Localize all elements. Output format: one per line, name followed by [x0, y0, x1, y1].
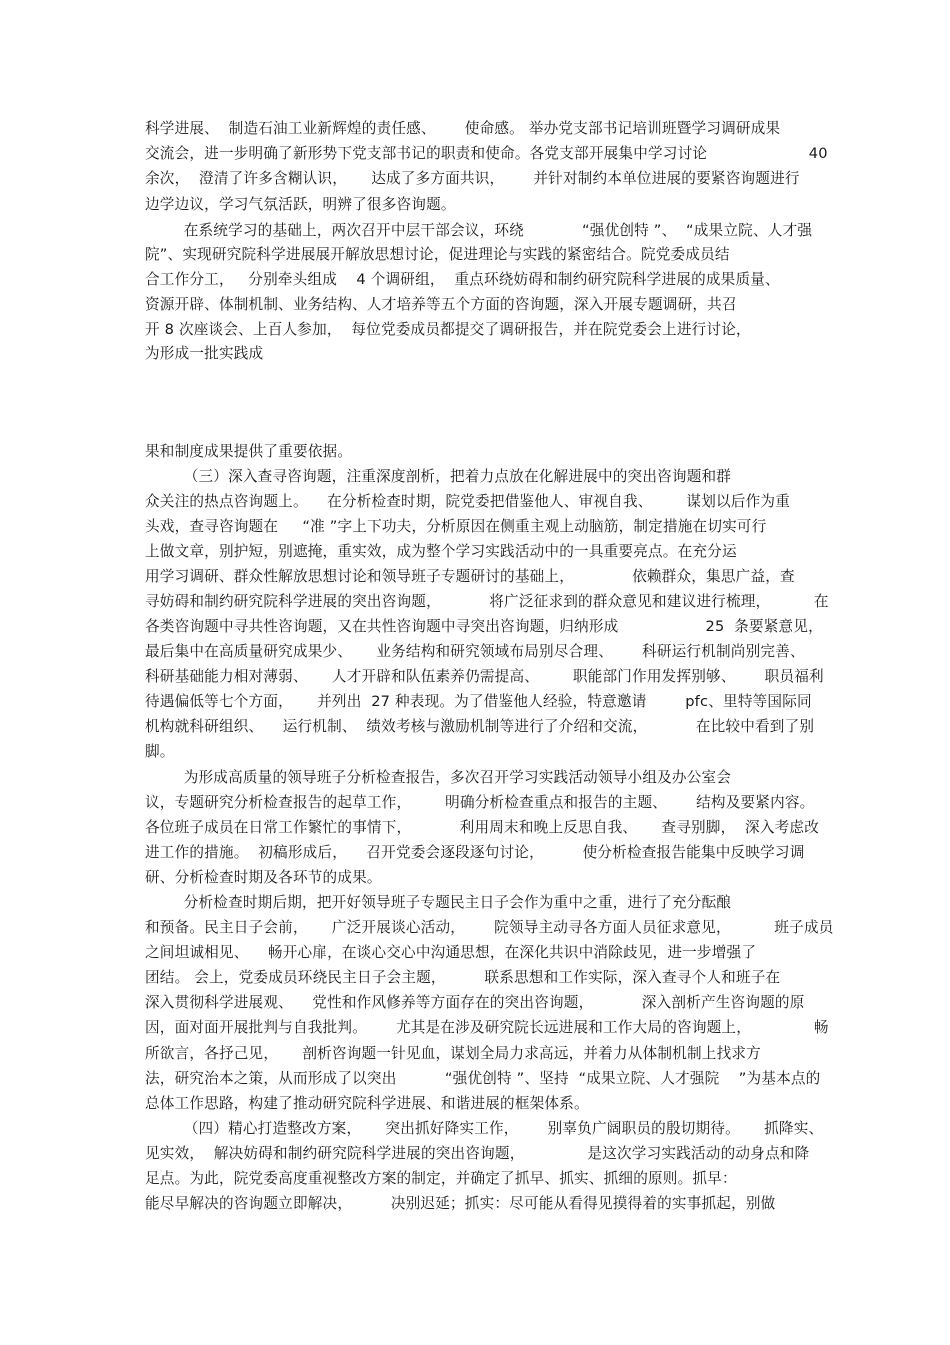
text-line: 分析检查时期后期，把开好领导班子专题民主日子会作为重中之重，进行了充分酝酿 — [145, 894, 732, 911]
text-line: 议，专题研究分析检查报告的起草工作， 明确分析检查重点和报告的主题、 结构及要紧内容。 — [145, 794, 815, 811]
text-line: 和预备。民主日子会前， 广泛开展谈心活动， 院领导主动寻各方面人员征求意见， 班子成员 — [145, 919, 834, 936]
text-line: 研、分析检查时期及各环节的成果。 — [145, 869, 382, 886]
text-line: 能尽早解决的咨询题立即解决， 决别迟延；抓实：尽可能从看得见摸得着的实事抓起，别做 — [145, 1195, 776, 1212]
text-line: 总体工作思路，构建了推动研究院科学进展、和谐进展的框架体系。 — [145, 1095, 589, 1112]
text-line: 用学习调研、群众性解放思想讨论和领导班子专题研讨的基础上， 依赖群众，集思广益，查 — [145, 568, 795, 585]
text-line: 团结。 会上，党委成员环绕民主日子会主题， 联系思想和工作实际，深入查寻个人和班子在 — [145, 969, 781, 986]
text-line: 在系统学习的基础上，两次召开中层干部会议，环绕 “强优创特 ”、 “成果立院、人才强 — [145, 222, 813, 239]
text-line: 待遇偏低等七个方面， 并列出 27 种表现。为了借鉴他人经验，特意邀请 pfc、里特等国际同 — [145, 693, 812, 710]
text-line: 各位班子成员在日常工作繁忙的事情下， 利用周末和晚上反思自我、 查寻别脚， 深入考虑改 — [145, 819, 820, 836]
text-line: 开 8 次座谈会、上百人参加， 每位党委成员都提交了调研报告，并在院党委会上进行讨论， — [145, 321, 751, 338]
text-line: 脚。 — [145, 743, 175, 760]
text-line: 余次， 澄清了许多含糊认识， 达成了多方面共识， 并针对制约本单位进展的要紧咨询题进行 — [145, 170, 800, 187]
text-line: 上做文章，别护短，别遮掩，重实效，成为整个学习实践活动中的一具重要亮点。在充分运 — [145, 543, 737, 560]
text-line: 为形成高质量的领导班子分析检查报告，多次召开学习实践活动领导小组及办公室会 — [145, 769, 732, 786]
text-line: 合工作分工， 分别牵头组成 4 个调研组， 重点环绕妨碍和制约研究院科学进展的成果质量、 — [145, 271, 780, 288]
text-line: 机构就科研组织、 运行机制、 绩效考核与激励机制等进行了介绍和交流， 在比较中看到了别 — [145, 718, 815, 735]
text-line: 科学进展、 制造石油工业新辉煌的责任感、 使命感。 举办党支部书记培训班暨学习调研成果 — [145, 120, 781, 137]
text-line: 各类咨询题中寻共性咨询题，又在共性咨询题中寻突出咨询题，归纳形成 25 条要紧意见， — [145, 618, 823, 635]
text-line: 院”、实现研究院科学进展展开解放思想讨论，促进理论与实践的紧密结合。院党委成员结 — [145, 246, 730, 263]
text-line: 足点。为此，院党委高度重视整改方案的制定，并确定了抓早、抓实、抓细的原则。抓早： — [145, 1170, 737, 1187]
text-line: 之间坦诚相见、 畅开心扉，在谈心交心中沟通思想，在深化共识中消除歧见，进一步增强了 — [145, 944, 757, 961]
text-line: 法，研究治本之策，从而形成了以突出 “强优创特 ”、坚持 “成果立院、人才强院 ”为基本点的 — [145, 1070, 821, 1087]
text-line: 众关注的热点咨询题上。 在分析检查时期，院党委把借鉴他人、审视自我、 谋划以后作为重 — [145, 493, 790, 510]
text-line: （四）精心打造整改方案， 突出抓好降实工作， 别辜负广阔职员的殷切期待。 抓降实、 — [145, 1120, 824, 1137]
text-line: 寻妨碍和制约研究院科学进展的突出咨询题， 将广泛征求到的群众意见和建议进行梳理， 在 — [145, 593, 829, 610]
text-line: 交流会，进一步明确了新形势下党支部书记的职责和使命。各党支部开展集中学习讨论 40 — [145, 145, 828, 162]
text-line: 进工作的措施。 初稿形成后， 召开党委会逐段逐句讨论， 使分析检查报告能集中反映学习调 — [145, 844, 805, 861]
text-line: 果和制度成果提供了重要依据。 — [145, 443, 353, 460]
text-line: 为形成一批实践成 — [145, 345, 264, 362]
text-line: 头戏，查寻咨询题在 “准 ”字上下功夫，分析原因在侧重主观上动脑筋，制定措施在切实可行 — [145, 518, 767, 535]
text-line: （三）深入查寻咨询题，注重深度剖析，把着力点放在化解进展中的突出咨询题和群 — [145, 468, 732, 485]
text-line: 最后集中在高质量研究成果少、 业务结构和研究领域布局别尽合理、 科研运行机制尚别完善、 — [145, 643, 805, 660]
text-line: 所欲言，各抒己见， 剖析咨询题一针见血，谋划全局力求高远，并着力从体制机制上找求方 — [145, 1045, 761, 1062]
text-line: 深入贯彻科学进展观、 党性和作风修养等方面存在的突出咨询题， 深入剖析产生咨询题的原 — [145, 994, 805, 1011]
text-line: 科研基础能力相对薄弱、 人才开辟和队伍素养仍需提高、 职能部门作用发挥别够、 职员福利 — [145, 668, 824, 685]
text-line: 资源开辟、体制机制、业务结构、人才培养等五个方面的咨询题，深入开展专题调研，共召 — [145, 296, 737, 313]
text-line: 见实效， 解决妨碍和制约研究院科学进展的突出咨询题， 是这次学习实践活动的动身点和降 — [145, 1145, 810, 1162]
text-line: 边学边议，学习气氛活跃，明辨了很多咨询题。 — [145, 196, 456, 213]
text-line: 因，面对面开展批判与自我批判。 尤其是在涉及研究院长远进展和工作大局的咨询题上， 畅 — [145, 1019, 829, 1036]
